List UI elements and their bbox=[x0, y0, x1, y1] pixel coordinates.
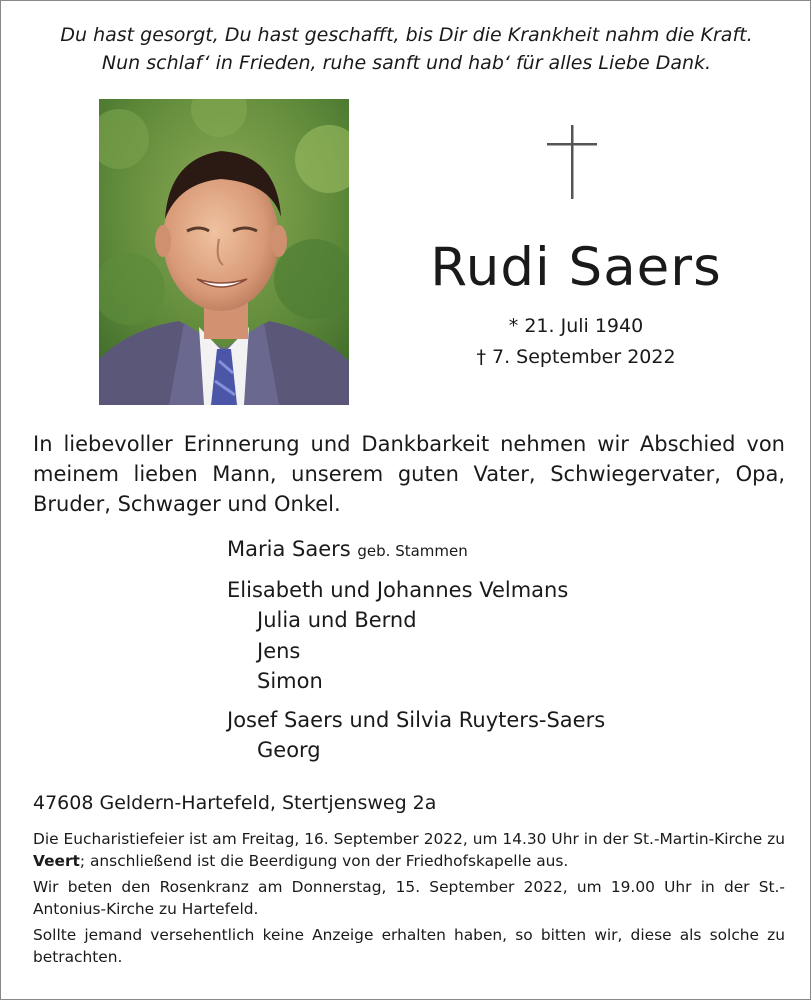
quote-line-1: Du hast gesorgt, Du hast geschafft, bis Dir die Krankheit nahm die Kraft. bbox=[60, 24, 753, 46]
birth-date: * 21. Juli 1940 bbox=[508, 315, 644, 337]
cross-icon bbox=[547, 125, 597, 199]
memorial-quote bbox=[1, 21, 811, 77]
life-dates bbox=[401, 311, 751, 373]
portrait-photo bbox=[99, 99, 349, 405]
intro-text: In liebevoller Erinnerung und Dankbarkeit nehmen wir Abschied von meinem lieben Mann, unserem guten Vater, Schwiegervater, Opa, Bruder, Schwager und Onkel. bbox=[33, 432, 785, 516]
grandchild: Georg bbox=[257, 738, 321, 762]
wife-maiden-name: geb. Stammen bbox=[357, 542, 468, 560]
mass-text-start: Die Eucharistiefeier ist am Freitag, 16. September 2022, um 14.30 Uhr in der St.-Martin-Kirche zu bbox=[33, 830, 785, 848]
grandchild: Julia und Bernd bbox=[257, 608, 417, 632]
mass-place: Veert bbox=[33, 852, 80, 870]
mass-note bbox=[33, 828, 785, 872]
grandchild: Simon bbox=[257, 669, 323, 693]
mourners-list bbox=[227, 534, 747, 766]
grandchild: Jens bbox=[257, 638, 301, 663]
deceased-name: Rudi Saers bbox=[430, 237, 722, 298]
death-date: † 7. September 2022 bbox=[476, 346, 676, 368]
rosary-note: Wir beten den Rosenkranz am Donnerstag, 15. September 2022, um 19.00 Uhr in der St.-Antonius-Kirche zu Hartefeld. bbox=[33, 878, 785, 918]
mourner-wife bbox=[227, 534, 747, 567]
funeral-notes bbox=[33, 828, 785, 972]
wife-name: Maria Saers bbox=[227, 537, 351, 561]
mourner-group-2: Josef Saers und Silvia Ruyters-Saers bbox=[227, 707, 606, 732]
portrait-illustration bbox=[99, 99, 349, 405]
notice-note: Sollte jemand versehentlich keine Anzeige erhalten haben, so bitten wir, diese als solche zu betrachten. bbox=[33, 926, 785, 966]
family-address: 47608 Geldern-Hartefeld, Stertjensweg 2a bbox=[33, 792, 437, 814]
mourner-group-1: Elisabeth und Johannes Velmans bbox=[227, 577, 569, 602]
mass-text-end: ; anschließend ist die Beerdigung von der Friedhofskapelle aus. bbox=[79, 852, 569, 870]
quote-line-2: Nun schlaf‘ in Frieden, ruhe sanft und hab‘ für alles Liebe Dank. bbox=[101, 52, 712, 74]
